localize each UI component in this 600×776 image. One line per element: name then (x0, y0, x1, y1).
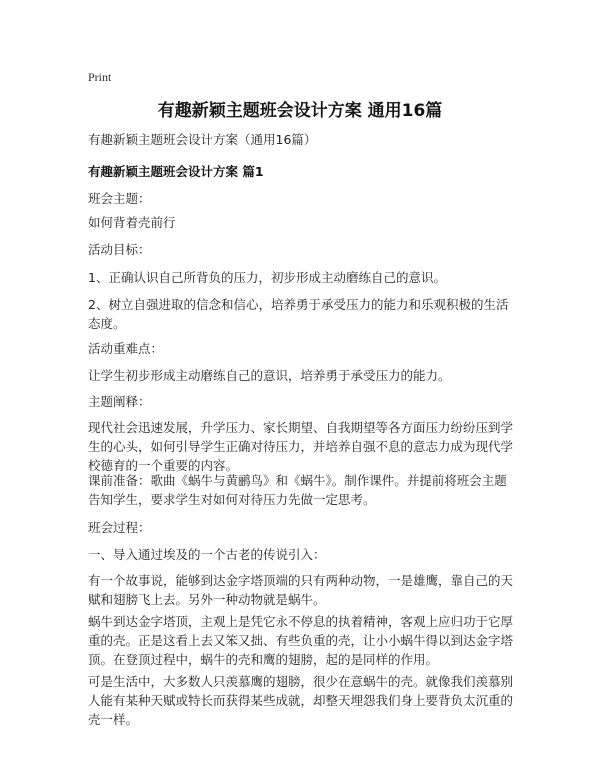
goal-item-1: 1、正确认识自己所背负的压力，初步形成主动磨练自己的意识。 (88, 270, 446, 285)
story-paragraph-1: 有一个故事说，能够到达金字塔顶端的只有两种动物，一是雄鹰，靠自己的天赋和翅膀飞上去。另外一种动物就是蜗牛。 (88, 573, 514, 607)
prep-paragraph: 课前准备：歌曲《蜗牛与黄鹂鸟》和《蜗牛》。制作课件。并提前将班会主题告知学生，要求学生对如何对待压力先做一定思考。 (88, 473, 507, 507)
theme-label: 班会主题： (88, 191, 151, 206)
print-label: Print (88, 70, 112, 84)
story-paragraph-3: 可是生活中，大多数人只羡慕鹰的翅膀，很少在意蜗牛的壳。就像我们羡慕别人能有某种天赋或特长而获得某些成就，却整天埋怨我们身上要背负太沉重的壳一样。 (88, 674, 514, 727)
key-value: 让学生初步形成主动磨练自己的意识，培养勇于承受压力的能力。 (88, 368, 451, 383)
key-label: 活动重难点： (88, 341, 164, 356)
story-paragraph-2: 蜗牛到达金字塔顶，主观上是凭它永不停息的执着精神，客观上应归功于它厚重的壳。正是这看上去又笨又拙、有些负重的壳，让小小蜗牛得以到达金字塔顶。在登顶过程中，蜗牛的壳和鹰的翅膀，起的是同样的作用。 (88, 614, 514, 667)
step-1: 一、导入通过埃及的一个古老的传说引入： (88, 547, 326, 562)
goal-label: 活动目标： (88, 242, 151, 257)
section-heading: 有趣新颖主题班会设计方案 篇1 (88, 164, 264, 179)
page-title: 有趣新颖主题班会设计方案 通用16篇 (157, 101, 443, 121)
goal-item-2: 2、树立自强进取的信念和信心，培养勇于承受压力的能力和乐观积极的生活态度。 (88, 297, 509, 331)
explain-label: 主题阐释： (88, 394, 151, 409)
process-label: 班会过程： (88, 520, 151, 535)
subtitle: 有趣新颖主题班会设计方案（通用16篇） (88, 132, 317, 147)
explain-value: 现代社会迅速发展，升学压力、家长期望、自我期望等各方面压力纷纷压到学生的心头，如何引导学生正确对待压力，并培养自强不息的意志力成为现代学校德育的一个重要的内容。 (88, 420, 514, 473)
theme-value: 如何背着壳前行 (88, 215, 176, 230)
